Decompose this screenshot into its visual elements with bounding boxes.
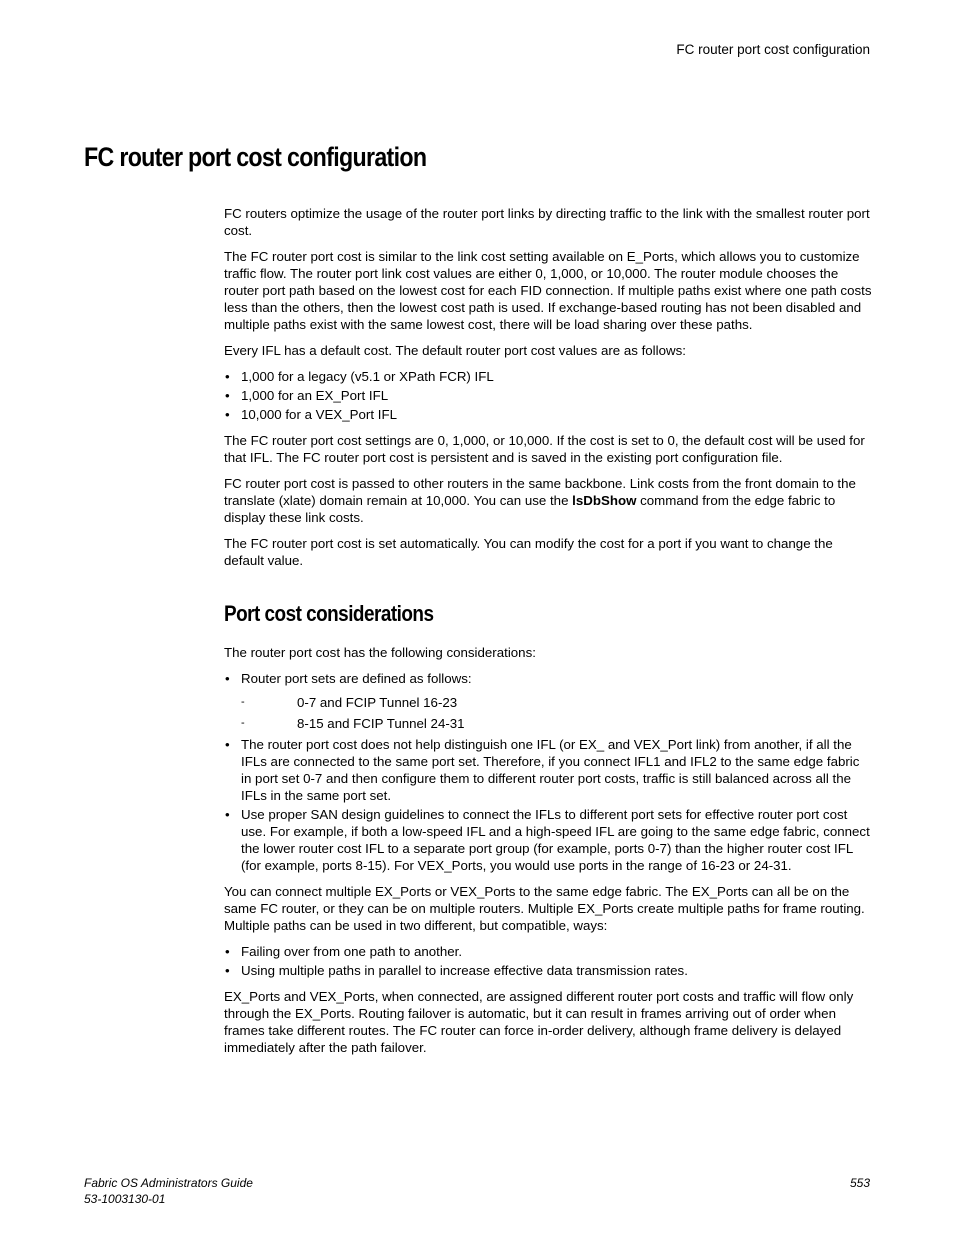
paragraph-cost-overview: The FC router port cost is similar to the link cost setting available on E_Ports, which allows you to customize traffic flow. The router port link cost values are either 0, 1,000, or 10,000. The router module chooses the router port path based on the lowest cost for each FID connection. If multiple paths exist where one path costs less than the others, then the lowest cost path is used. If exchange-based routing has not been disabled and multiple paths exist with the same lowest cost, there will be load sharing over these paths. (224, 249, 872, 332)
paragraph-backbone-text-1: FC router port cost is passed to other routers in the same backbone. Link costs from the front domain to the translate (xlate) domain remain at 10,000. You can use the (224, 476, 856, 508)
footer-doc-number: 53-1003130-01 (84, 1192, 166, 1206)
section-title: FC router port cost configuration (84, 142, 427, 172)
list-item: - 8-15 and FCIP Tunnel 24-31 (241, 715, 872, 732)
body-column (224, 205, 872, 1065)
command-name: lsDbShow (572, 493, 637, 508)
footer-guide-title: Fabric OS Administrators Guide (84, 1176, 253, 1190)
list-item: • Using multiple paths in parallel to increase effective data transmission rates. (224, 962, 872, 979)
list-item: • 1,000 for a legacy (v5.1 or XPath FCR) IFL (224, 368, 872, 385)
running-header: FC router port cost configuration (676, 42, 870, 57)
path-usage-list (224, 943, 872, 979)
considerations-list (224, 670, 872, 874)
paragraph-failover: EX_Ports and VEX_Ports, when connected, are assigned different router port costs and traffic will flow only through the EX_Ports. Routing failover is automatic, but it can result in frames arriving out of order when frames take different routes. The FC router can force in-order delivery, although frame delivery is delayed immediately after the path failover. (224, 989, 854, 1055)
page-number: 553 (849, 1176, 870, 1190)
list-item: - 0-7 and FCIP Tunnel 16-23 (241, 694, 872, 711)
paragraph-considerations-intro: The router port cost has the following considerations: (224, 645, 536, 660)
list-item: • Use proper SAN design guidelines to connect the IFLs to different port sets for effective router port cost use. For example, if both a low-speed IFL and a high-speed IFL are going to the same edge fabric, connect the lower router cost IFL to a separate port group (for example, ports 0-7) than the higher router cost IFL (for example, ports 8-15). For VEX_Ports, you would use ports in the range of 16-23 or 24-31. (224, 806, 872, 874)
paragraph-intro: FC routers optimize the usage of the router port links by directing traffic to the link with the smallest router port cost. (224, 206, 870, 238)
paragraph-default-cost: Every IFL has a default cost. The default router port cost values are as follows: (224, 343, 686, 358)
paragraph-cost-settings: The FC router port cost settings are 0, 1,000, or 10,000. If the cost is set to 0, the default cost will be used for that IFL. The FC router port cost is persistent and is saved in the existing port configuration file. (224, 433, 865, 465)
list-item: • 1,000 for an EX_Port IFL (224, 387, 872, 404)
paragraph-multiple-ports: You can connect multiple EX_Ports or VEX_Ports to the same edge fabric. The EX_Ports can all be on the same FC router, or they can be on multiple routers. Multiple EX_Ports create multiple paths for frame routing. Multiple paths can be used in two different, but compatible, ways: (224, 884, 865, 933)
list-item-text: Router port sets are defined as follows: (241, 671, 472, 686)
paragraph-backbone (224, 475, 872, 526)
list-item: • The router port cost does not help distinguish one IFL (or EX_ and VEX_Port link) from another, if all the IFLs are connected to the same port set. Therefore, if you connect IFL1 and IFL2 to the same edge fabric in port set 0-7 and then configure them to different router port costs, traffic is still balanced across all the IFLs in the same port set. (224, 736, 872, 804)
paragraph-automatic: The FC router port cost is set automatically. You can modify the cost for a port if you want to change the default value. (224, 536, 833, 568)
subsection-title: Port cost considerations (224, 601, 434, 626)
paragraph-backbone-text-2: command from the edge fabric to display these link costs. (224, 493, 836, 525)
list-item: • 10,000 for a VEX_Port IFL (224, 406, 872, 423)
list-item (224, 670, 872, 732)
default-cost-list (224, 368, 872, 423)
list-item: • Failing over from one path to another. (224, 943, 872, 960)
footer-doc-info (84, 1175, 253, 1207)
port-set-list (241, 694, 872, 732)
